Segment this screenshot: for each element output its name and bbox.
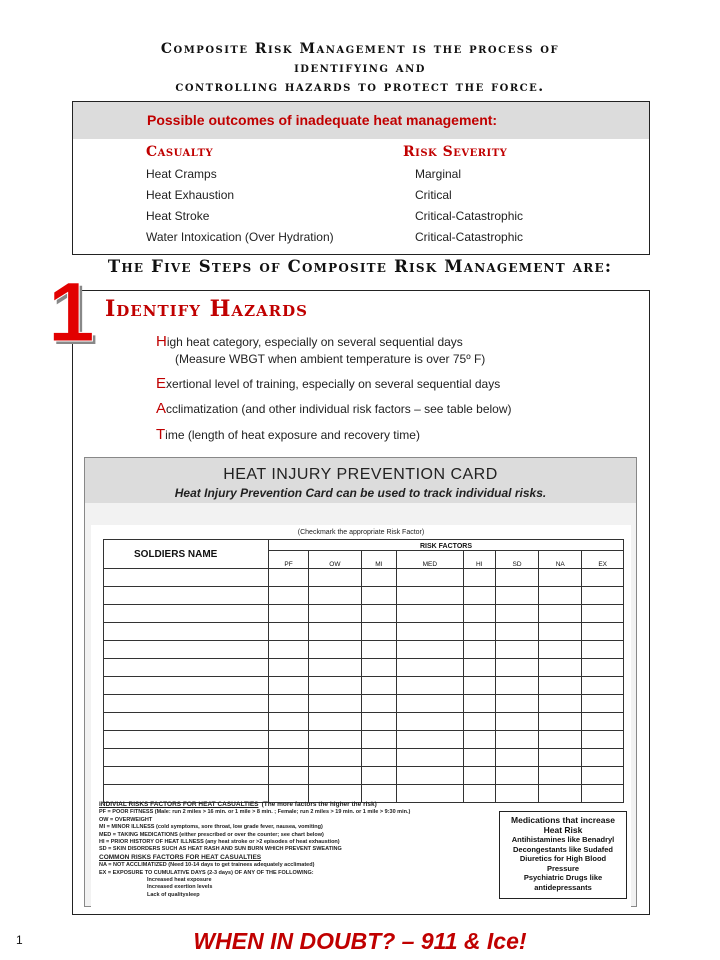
risk-factor-column-header: MI (361, 551, 396, 569)
risk-checkbox-cell[interactable] (269, 659, 309, 677)
risk-factor-column-header: HI (463, 551, 495, 569)
risk-checkbox-cell[interactable] (539, 731, 582, 749)
casualty-cell: Water Intoxication (Over Hydration) (146, 230, 334, 244)
risk-checkbox-cell[interactable] (361, 605, 396, 623)
risk-factor-table (103, 539, 624, 803)
risk-checkbox-cell[interactable] (309, 641, 362, 659)
risk-checkbox-cell[interactable] (495, 569, 538, 587)
risk-checkbox-cell[interactable] (495, 785, 538, 803)
soldier-name-cell[interactable] (104, 587, 269, 605)
risk-checkbox-cell[interactable] (539, 659, 582, 677)
risk-checkbox-cell[interactable] (269, 587, 309, 605)
risk-checkbox-cell[interactable] (495, 695, 538, 713)
risk-checkbox-cell[interactable] (397, 677, 464, 695)
risk-checkbox-cell[interactable] (361, 767, 396, 785)
risk-checkbox-cell[interactable] (309, 605, 362, 623)
risk-checkbox-cell[interactable] (309, 749, 362, 767)
step-number: 1 (48, 265, 95, 359)
card-title: HEAT INJURY PREVENTION CARD (223, 466, 498, 483)
heat-letter: E (156, 375, 167, 392)
risk-checkbox-cell[interactable] (495, 767, 538, 785)
soldier-name-cell[interactable] (104, 731, 269, 749)
risk-checkbox-cell[interactable] (463, 749, 495, 767)
heat-item-a (156, 400, 512, 417)
soldier-name-cell[interactable] (104, 713, 269, 731)
meds-title: Heat Risk (543, 824, 583, 835)
page-number: 1 (16, 933, 23, 947)
exposure-item: Increased exertion levels (147, 884, 213, 891)
legend-title: INDIVIAL RISKS FACTORS FOR HEAT CASUALTIES (99, 801, 259, 808)
soldier-name-cell[interactable] (104, 623, 269, 641)
risk-checkbox-cell[interactable] (361, 749, 396, 767)
risk-factor-column-header: NA (539, 551, 582, 569)
risk-checkbox-cell[interactable] (463, 623, 495, 641)
risk-checkbox-cell[interactable] (269, 569, 309, 587)
risk-checkbox-cell[interactable] (309, 569, 362, 587)
risk-checkbox-cell[interactable] (309, 767, 362, 785)
casualty-cell: Heat Cramps (146, 167, 217, 181)
meds-item: antidepressants (534, 882, 592, 892)
risk-checkbox-cell[interactable] (582, 623, 624, 641)
soldier-name-cell[interactable] (104, 641, 269, 659)
meds-item: Diuretics for High Blood (519, 854, 607, 863)
severity-cell: Critical (415, 188, 452, 202)
common-line: NA = NOT ACCLIMATIZED (Need 10-14 days to get trainees adequately acclimated) (99, 862, 315, 869)
risk-checkbox-cell[interactable] (463, 659, 495, 677)
risk-checkbox-cell[interactable] (582, 713, 624, 731)
card-subtitle: Heat Injury Prevention Card can be used to track individual risks. (174, 486, 547, 500)
soldier-name-cell[interactable] (104, 695, 269, 713)
risk-checkbox-cell[interactable] (397, 641, 464, 659)
soldier-name-cell[interactable] (104, 785, 269, 803)
heat-item-e (156, 375, 500, 392)
risk-checkbox-cell[interactable] (463, 731, 495, 749)
risk-checkbox-cell[interactable] (269, 767, 309, 785)
risk-checkbox-cell[interactable] (361, 785, 396, 803)
risk-checkbox-cell[interactable] (309, 713, 362, 731)
heat-text: xertional level of training, especially on several sequential days (166, 377, 501, 391)
card-header (85, 458, 636, 503)
heat-text: igh heat category, especially on several sequential days (166, 335, 463, 349)
risk-checkbox-cell[interactable] (361, 677, 396, 695)
casualty-cell: Heat Exhaustion (146, 188, 235, 202)
risk-checkbox-cell[interactable] (397, 785, 464, 803)
soldier-row (104, 767, 624, 785)
risk-checkbox-cell[interactable] (397, 767, 464, 785)
soldier-row (104, 605, 624, 623)
casualty-cell: Heat Stroke (146, 209, 210, 223)
risk-factor-form (91, 525, 631, 907)
risk-factor-column-header: PF (269, 551, 309, 569)
risk-checkbox-cell[interactable] (495, 749, 538, 767)
risk-checkbox-cell[interactable] (539, 623, 582, 641)
risk-checkbox-cell[interactable] (582, 785, 624, 803)
common-risks-title: COMMON RISKS FACTORS FOR HEAT CASUALTIES (99, 853, 262, 861)
risk-checkbox-cell[interactable] (361, 695, 396, 713)
soldier-row (104, 569, 624, 587)
legend-line: MI = MINOR ILLNESS (cold symptoms, sore throat, low grade fever, nausea, vomiting) (99, 824, 323, 831)
risk-factor-column-header: MED (397, 551, 464, 569)
casualty-column-title: Casualty (146, 144, 214, 160)
risk-checkbox-cell[interactable] (539, 785, 582, 803)
page-header (60, 40, 660, 97)
meds-item: Psychiatric Drugs like (523, 873, 603, 882)
risk-factor-column-header: OW (309, 551, 362, 569)
steps-title: The Five Steps of Composite Risk Management are: (107, 257, 613, 276)
risk-checkbox-cell[interactable] (361, 659, 396, 677)
footer-slogan: WHEN IN DOUBT? – 911 & Ice! (193, 928, 527, 954)
risk-checkbox-cell[interactable] (495, 623, 538, 641)
risk-checkbox-cell[interactable] (397, 713, 464, 731)
risk-checkbox-cell[interactable] (582, 767, 624, 785)
severity-column-title: Risk Severity (403, 144, 508, 160)
risk-checkbox-cell[interactable] (269, 785, 309, 803)
risk-checkbox-cell[interactable] (309, 695, 362, 713)
risk-checkbox-cell[interactable] (463, 767, 495, 785)
heat-text: cclimatization (and other individual risk factors – see table below) (166, 402, 512, 416)
risk-checkbox-cell[interactable] (463, 569, 495, 587)
soldier-row (104, 659, 624, 677)
soldier-row (104, 695, 624, 713)
common-line: EX = EXPOSURE TO CUMULATIVE DAYS (2-3 days) OF ANY OF THE FOLLOWING: (99, 869, 314, 876)
risk-checkbox-cell[interactable] (397, 623, 464, 641)
risk-checkbox-cell[interactable] (269, 695, 309, 713)
risk-checkbox-cell[interactable] (495, 659, 538, 677)
header-line-3: controlling hazards to protect the force. (175, 79, 545, 95)
soldier-row (104, 713, 624, 731)
heat-text: ime (length of heat exposure and recovery time) (165, 428, 420, 442)
meds-item: Antihistamines like Benadryl (511, 835, 615, 844)
header-line-2: identifying and (294, 60, 426, 76)
risk-checkbox-cell[interactable] (361, 641, 396, 659)
outcomes-heading: Possible outcomes of inadequate heat management: (73, 102, 649, 139)
risk-checkbox-cell[interactable] (463, 713, 495, 731)
soldier-row (104, 677, 624, 695)
risk-checkbox-cell[interactable] (539, 695, 582, 713)
risk-checkbox-cell[interactable] (361, 623, 396, 641)
soldier-row (104, 587, 624, 605)
legend-line: SD = SKIN DISORDERS SUCH AS HEAT RASH AND SUN BURN WHICH PREVENT SWEATING (99, 846, 342, 853)
risk-checkbox-cell[interactable] (309, 659, 362, 677)
soldier-name-cell[interactable] (104, 677, 269, 695)
legend-line: HI = PRIOR HISTORY OF HEAT ILLNESS (any heat stroke or >2 episodes of heat exhaustion) (99, 839, 340, 846)
risk-checkbox-cell[interactable] (309, 731, 362, 749)
risk-checkbox-cell[interactable] (269, 641, 309, 659)
soldier-row (104, 785, 624, 803)
risk-checkbox-cell[interactable] (463, 785, 495, 803)
risk-checkbox-cell[interactable] (495, 713, 538, 731)
soldier-name-cell[interactable] (104, 749, 269, 767)
legend-line: OW = OVERWEIGHT (99, 816, 153, 823)
exposure-item: Increased heat exposure (147, 877, 212, 884)
risk-checkbox-cell[interactable] (361, 569, 396, 587)
heat-letter: A (156, 400, 167, 417)
soldier-name-cell[interactable] (104, 767, 269, 785)
risk-checkbox-cell[interactable] (539, 587, 582, 605)
meds-item: Pressure (546, 863, 580, 873)
risk-checkbox-cell[interactable] (309, 587, 362, 605)
risk-legend (99, 801, 499, 899)
risk-checkbox-cell[interactable] (582, 587, 624, 605)
risk-checkbox-cell[interactable] (361, 713, 396, 731)
severity-cell: Critical-Catastrophic (415, 230, 524, 244)
soldier-name-cell[interactable] (104, 659, 269, 677)
risk-factor-column-header: EX (582, 551, 624, 569)
risk-checkbox-cell[interactable] (463, 641, 495, 659)
soldier-row (104, 623, 624, 641)
risk-checkbox-cell[interactable] (495, 587, 538, 605)
heat-sub-note: (Measure WBGT when ambient temperature is over 75º F) (175, 352, 486, 366)
step-title: Identify Hazards (105, 296, 308, 322)
risk-checkbox-cell[interactable] (539, 749, 582, 767)
risk-checkbox-cell[interactable] (495, 677, 538, 695)
risk-checkbox-cell[interactable] (361, 587, 396, 605)
risk-checkbox-cell[interactable] (495, 731, 538, 749)
risk-checkbox-cell[interactable] (463, 695, 495, 713)
risk-checkbox-cell[interactable] (539, 677, 582, 695)
soldier-row (104, 641, 624, 659)
soldier-row (104, 731, 624, 749)
risk-checkbox-cell[interactable] (309, 677, 362, 695)
risk-checkbox-cell[interactable] (309, 623, 362, 641)
risk-checkbox-cell[interactable] (495, 641, 538, 659)
meds-item: Decongestants like Sudafed (512, 844, 614, 854)
risk-checkbox-cell[interactable] (269, 731, 309, 749)
risk-checkbox-cell[interactable] (495, 605, 538, 623)
severity-cell: Marginal (415, 167, 462, 181)
risk-checkbox-cell[interactable] (397, 731, 464, 749)
risk-checkbox-cell[interactable] (582, 569, 624, 587)
risk-checkbox-cell[interactable] (539, 713, 582, 731)
risk-factor-column-header: SD (495, 551, 538, 569)
medications-box (499, 811, 627, 899)
header-line-1: Composite Risk Management is the process of (160, 41, 560, 57)
risk-checkbox-cell[interactable] (397, 569, 464, 587)
risk-checkbox-cell[interactable] (269, 623, 309, 641)
risk-checkbox-cell[interactable] (582, 695, 624, 713)
soldiers-name-header: SOLDIERS NAME (104, 540, 269, 569)
risk-checkbox-cell[interactable] (269, 749, 309, 767)
risk-checkbox-cell[interactable] (397, 605, 464, 623)
risk-checkbox-cell[interactable] (309, 785, 362, 803)
risk-factors-header: RISK FACTORS (269, 540, 624, 551)
risk-checkbox-cell[interactable] (539, 767, 582, 785)
heat-item-h (156, 333, 463, 350)
risk-checkbox-cell[interactable] (582, 659, 624, 677)
outcomes-box (72, 101, 650, 255)
heat-letter: H (156, 333, 167, 350)
risk-checkbox-cell[interactable] (463, 677, 495, 695)
risk-checkbox-cell[interactable] (539, 641, 582, 659)
meds-title: Medications that increase (511, 815, 615, 825)
risk-checkbox-cell[interactable] (361, 731, 396, 749)
risk-checkbox-cell[interactable] (397, 659, 464, 677)
legend-title-note: (The more factors the higher the risk) (261, 801, 377, 808)
risk-checkbox-cell[interactable] (397, 695, 464, 713)
risk-checkbox-cell[interactable] (397, 749, 464, 767)
heat-letter: T (156, 426, 166, 443)
form-note: (Checkmark the appropriate Risk Factor) (297, 529, 425, 536)
risk-checkbox-cell[interactable] (397, 587, 464, 605)
risk-checkbox-cell[interactable] (582, 641, 624, 659)
risk-checkbox-cell[interactable] (582, 605, 624, 623)
risk-checkbox-cell[interactable] (582, 677, 624, 695)
soldier-row (104, 749, 624, 767)
soldier-name-cell[interactable] (104, 605, 269, 623)
risk-checkbox-cell[interactable] (269, 713, 309, 731)
soldier-name-cell[interactable] (104, 569, 269, 587)
risk-checkbox-cell[interactable] (463, 587, 495, 605)
risk-checkbox-cell[interactable] (539, 605, 582, 623)
heat-item-t (156, 426, 420, 443)
risk-checkbox-cell[interactable] (582, 749, 624, 767)
legend-line: PF = POOR FITNESS (Male: run 2 miles > 16 min. or 1 mile > 8 min. ; Female; run 2 miles > 19 min. or 1 mile > 9:30 min.) (99, 809, 411, 816)
risk-checkbox-cell[interactable] (463, 605, 495, 623)
legend-line: MED = TAKING MEDICATIONS (either prescribed or over the counter; see chart below) (99, 831, 324, 838)
risk-checkbox-cell[interactable] (269, 677, 309, 695)
risk-checkbox-cell[interactable] (539, 569, 582, 587)
risk-checkbox-cell[interactable] (582, 731, 624, 749)
exposure-item: Lack of qualitysleep (147, 891, 200, 898)
severity-cell: Critical-Catastrophic (415, 209, 524, 223)
risk-checkbox-cell[interactable] (269, 605, 309, 623)
